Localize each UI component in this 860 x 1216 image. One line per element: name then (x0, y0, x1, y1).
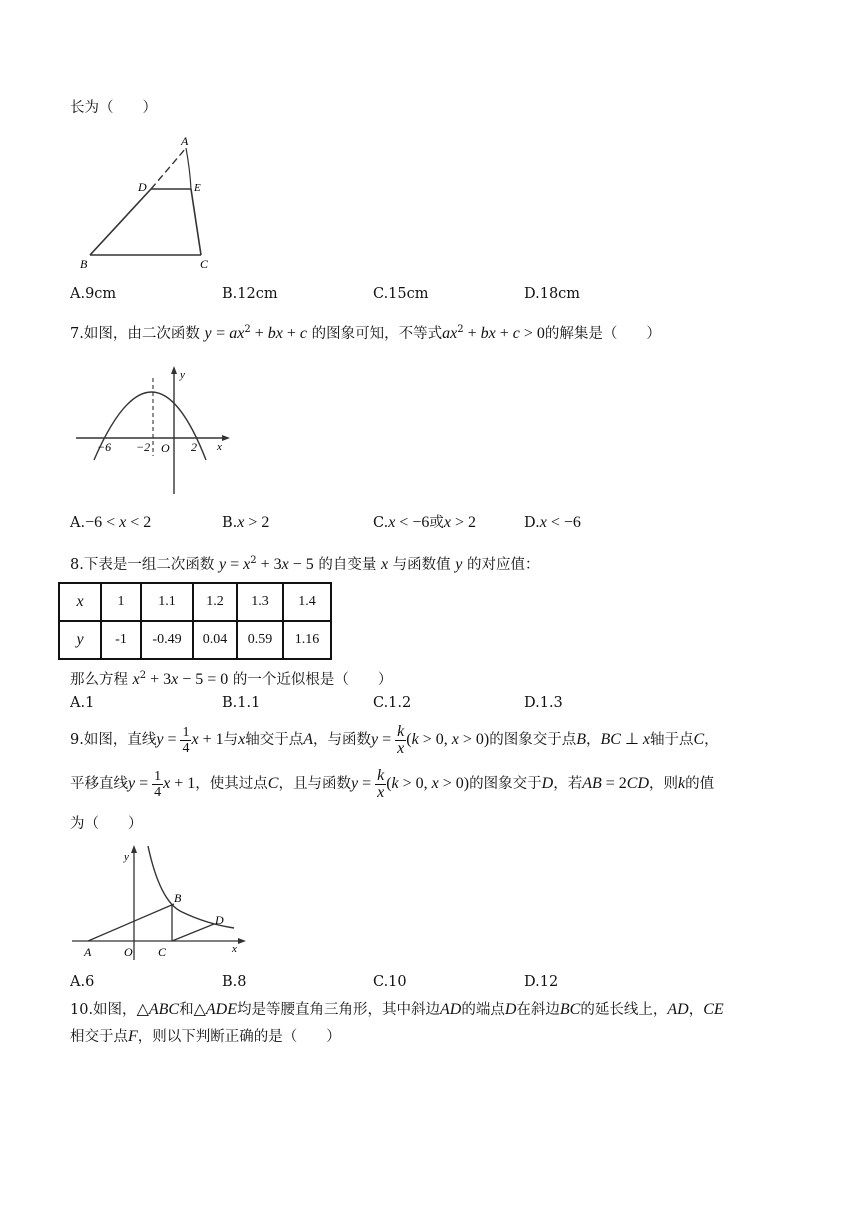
q6-option-b: B.12cm (222, 286, 278, 302)
q6-label-b: B (80, 257, 88, 271)
table-cell: -1 (101, 621, 141, 659)
q9-label-o: O (124, 945, 133, 959)
q6-option-c: C.15cm (373, 286, 429, 302)
q9-axis-x-label: x (232, 943, 237, 955)
q8-option-b: B.1.1 (222, 695, 261, 711)
q8-option-d: D.1.3 (524, 695, 563, 711)
q7-tick-neg2: −2 (136, 440, 151, 454)
table-cell: 1.2 (193, 583, 237, 621)
q6-text: 长为（ ） (70, 100, 157, 116)
table-cell: 1.1 (141, 583, 193, 621)
q8-option-c: C.1.2 (373, 695, 412, 711)
table-cell: 0.59 (237, 621, 283, 659)
q7-tick-neg6: −6 (97, 440, 112, 454)
table-cell: 1.3 (237, 583, 283, 621)
q8-option-a: A.1 (70, 695, 95, 711)
q7-axis-y-label: y (180, 369, 185, 381)
q9-hyperbola-figure (72, 842, 248, 962)
q9-stem-line1: 9.如图，直线y = $\frac{1}{4}$ x + 1与x轴交于点A，与函数y = $\frac{k}{x}$ (k > 0, x > 0)的图象交于点B，BC ⊥ x轴于点C， (70, 722, 719, 757)
q8-question: 那么方程 $x^2 + 3x - 5 = 0$ 的一个近似根是（ ） (70, 670, 393, 688)
table-cell: -0.49 (141, 621, 193, 659)
q8-stem: 8.下表是一组二次函数 $y = x^2 + 3x - 5$ 的自变量 x 与函数值 y 的对应值： (70, 555, 540, 573)
table-cell: 0.04 (193, 621, 237, 659)
q6-label-e: E (194, 182, 201, 194)
table-cell: x (59, 583, 101, 621)
q9-option-a: A.6 (70, 974, 95, 990)
table-cell: 1 (101, 583, 141, 621)
q9-stem-line2: 平移直线y = $\frac{1}{4}$ x + 1，使其过点C，且与函数y = $\frac{k}{x}$ (k > 0, x > 0)的图象交于D，若AB = 2CD，则k的值 (70, 766, 715, 801)
q9-label-d: D (215, 913, 224, 927)
q6-trapezoid-figure (72, 128, 232, 274)
q7-parabola-figure (72, 364, 232, 496)
q6-label-d: D (138, 180, 147, 194)
table-row (59, 621, 331, 659)
q7-stem: 7.如图，由二次函数 $y = ax^2$ + bx + c 的图象可知，不等式$ax^2$ + bx + c > 0的解集是（ ） (70, 324, 661, 342)
q10-stem-line1: 10.如图，△ABC和△ADE均是等腰直角三角形，其中斜边AD的端点D在斜边BC的延长线上，AD，CE (70, 1001, 724, 1018)
q7-tick-2: 2 (191, 440, 197, 454)
q7-option-c: C.x < −6或x > 2 (373, 514, 476, 531)
q6-option-a: A.9cm (70, 286, 117, 302)
q10-stem-line2: 相交于点F，则以下判断正确的是（ ） (70, 1028, 341, 1045)
q6-option-d: D.18cm (524, 286, 581, 302)
q9-option-b: B.8 (222, 974, 247, 990)
q9-option-d: D.12 (524, 974, 559, 990)
table-cell: y (59, 621, 101, 659)
table-row (59, 583, 331, 621)
q9-label-b: B (174, 891, 182, 905)
q7-option-a: A.−6 < x < 2 (70, 514, 152, 531)
q6-label-c: C (200, 257, 209, 271)
q7-option-d: D.x < −6 (524, 514, 581, 531)
table-cell: 1.4 (283, 583, 331, 621)
q9-axis-y-label: y (124, 851, 129, 863)
q7-option-b: B.x > 2 (222, 514, 270, 531)
q7-axis-x-label: x (217, 441, 222, 453)
q9-option-c: C.10 (373, 974, 407, 990)
q9-label-c: C (158, 945, 167, 959)
q6-label-a: A (181, 134, 189, 148)
q9-stem-line3: 为（ ） (70, 816, 143, 832)
q8-value-table (58, 582, 332, 660)
q7-origin-label: O (161, 441, 170, 455)
q9-label-a: A (84, 945, 92, 959)
table-cell: 1.16 (283, 621, 331, 659)
